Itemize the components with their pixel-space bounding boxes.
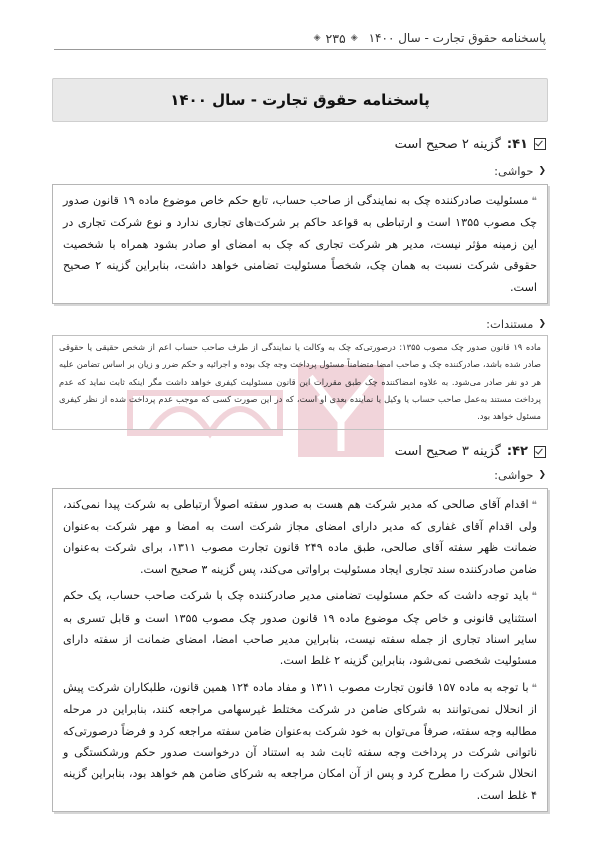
question-answer: گزینه ۲ صحیح است	[394, 136, 501, 152]
diamond-ornament-icon: ◈	[313, 33, 321, 43]
quote-bullet-icon: ❝	[531, 499, 537, 511]
running-header	[54, 27, 546, 50]
chapter-title: پاسخنامه حقوق تجارت - سال ۱۴۰۰	[170, 91, 430, 109]
running-header-title: پاسخنامه حقوق تجارت - سال ۱۴۰۰	[368, 31, 546, 45]
question-41-answer-line	[52, 134, 546, 154]
checkbox-checked-icon	[534, 446, 546, 458]
question-number: ۴۱:	[506, 136, 528, 152]
notes-box-42	[52, 488, 548, 813]
chapter-title-banner	[52, 78, 548, 122]
quote-bullet-icon: ❝	[531, 591, 537, 603]
note-paragraph	[63, 677, 537, 806]
page-number: ۲۳۵	[325, 30, 346, 46]
question-answer: گزینه ۳ صحیح است	[394, 444, 501, 460]
note-text: با توجه به ماده ۱۵۷ قانون تجارت مصوب ۱۳۱۱ و مفاد ماده ۱۲۴ همین قانون، طلبکاران شرکت پیش از انحلال نمی‌توانند به شرکای ضامن در شرکت مختلط غیرسهامی مراجعه کنند، بنابراین در مرحله مطالبه وجه سفته، صرفاً می‌توان به خود شرکت به‌عنوان ضامن سفته مراجعه کرد و فرضاً درصورتی‌که ناتوانی شرکت در پرداخت وجه سفته ثابت شد به استناد آن درخواست صدور حکم ورشکستگی و انحلال شرکت را مطرح کرد و پس از آن امکان مراجعه به شرکای ضامن هم خواهد بود، بنابراین گزینه ۴ غلط است.	[63, 680, 537, 802]
references-label: مستندات:	[486, 317, 534, 332]
chevron-left-icon: ❮	[538, 469, 546, 480]
note-paragraph	[63, 190, 537, 298]
note-paragraph	[63, 585, 537, 672]
note-text: مسئولیت صادرکننده چک به نمایندگی از صاحب حساب، تابع حکم خاص موضوع ماده ۱۹ قانون صدور چک مصوب ۱۳۵۵ است و ارتباطی به قواعد حاکم بر شرکت‌های تجاری ندارد و نوع شرکت تجاری در این زمینه مؤثر نیست، مدیر هر شرکت تجاری که چک به امضای او صادر بشود همراه با شخصیت حقوقی شرکت نسبت به همان چک، شخصاً مسئولیت تضامنی خواهد داشت، بنابراین گزینه ۲ صحیح است.	[63, 194, 538, 294]
notes-label: حواشی:	[494, 467, 534, 482]
notes-box-41	[52, 184, 548, 304]
references-box-41	[52, 335, 548, 429]
notes-label: حواشی:	[494, 164, 534, 178]
checkbox-checked-icon	[534, 138, 546, 150]
note-paragraph	[63, 494, 537, 581]
references-text: ماده ۱۹ قانون صدور چک مصوب ۱۳۵۵: درصورتی‌که چک به وکالت یا نمایندگی از طرف صاحب حساب اعم از شخص حقیقی یا حقوقی صادر شده باشد، صادرکننده چک و صاحب امضا متضامناً مسئول پرداخت وجه چک بوده و اجرائیه و حکم ضرر و زیان بر اساس تضامن علیه هر دو نفر صادر می‌شود. به علاوه امضاکننده چک طبق مقررات این قانون مسئولیت کیفری خواهد داشت مگر اینکه ثابت نماید که عدم پرداخت مستند به‌عمل صاحب حساب یا وکیل یا نماینده بعدی او است، که در این صورت کسی که موجب عدم پرداخت شده از نظر کیفری مسئول خواهد بود.	[59, 342, 541, 422]
chevron-left-icon: ❮	[538, 319, 546, 330]
content	[52, 134, 548, 812]
diamond-ornament-icon: ◈	[350, 33, 358, 43]
notes-heading	[52, 162, 546, 180]
references-heading	[52, 315, 546, 333]
quote-bullet-icon: ❝	[531, 682, 537, 694]
chevron-left-icon: ❮	[538, 166, 546, 176]
note-text: اقدام آقای صالحی که مدیر شرکت هم هست به صدور سفته اصولاً ارتباطی به شرکت پیدا نمی‌کند، ولی اقدام آقای غفاری که مدیر دارای امضای مجاز شرکت است به امضا و مهر شرکت به‌عنوان ضمانت ظهر سفته آقای صالحی، طبق ماده ۲۴۹ قانون تجارت مصوب ۱۳۱۱، برای شرکت به‌عنوان ضامن صادرکننده سند تجاری ایجاد مسئولیت براواتی می‌کند، پس گزینه ۳ صحیح است.	[63, 497, 537, 576]
question-number: ۴۲:	[506, 444, 528, 460]
note-text: باید توجه داشت که حکم مسئولیت تضامنی مدیر صادرکننده چک با شرکت صاحب حساب، یک حکم استثنایی قانونی و خاص چک موضوع ماده ۱۹ قانون صدور چک مصوب ۱۳۵۵ است و قابل تسری به سایر اسناد تجاری از جمله سفته نیست، بنابراین مدیر صاحب امضا، امضای ضمانت از سفته دارای مسئولیت شخصی نمی‌شود، بنابراین گزینه ۲ غلط است.	[63, 589, 537, 668]
quote-bullet-icon: ❝	[531, 196, 537, 207]
notes-heading	[52, 466, 546, 484]
question-42-answer-line	[52, 442, 546, 462]
